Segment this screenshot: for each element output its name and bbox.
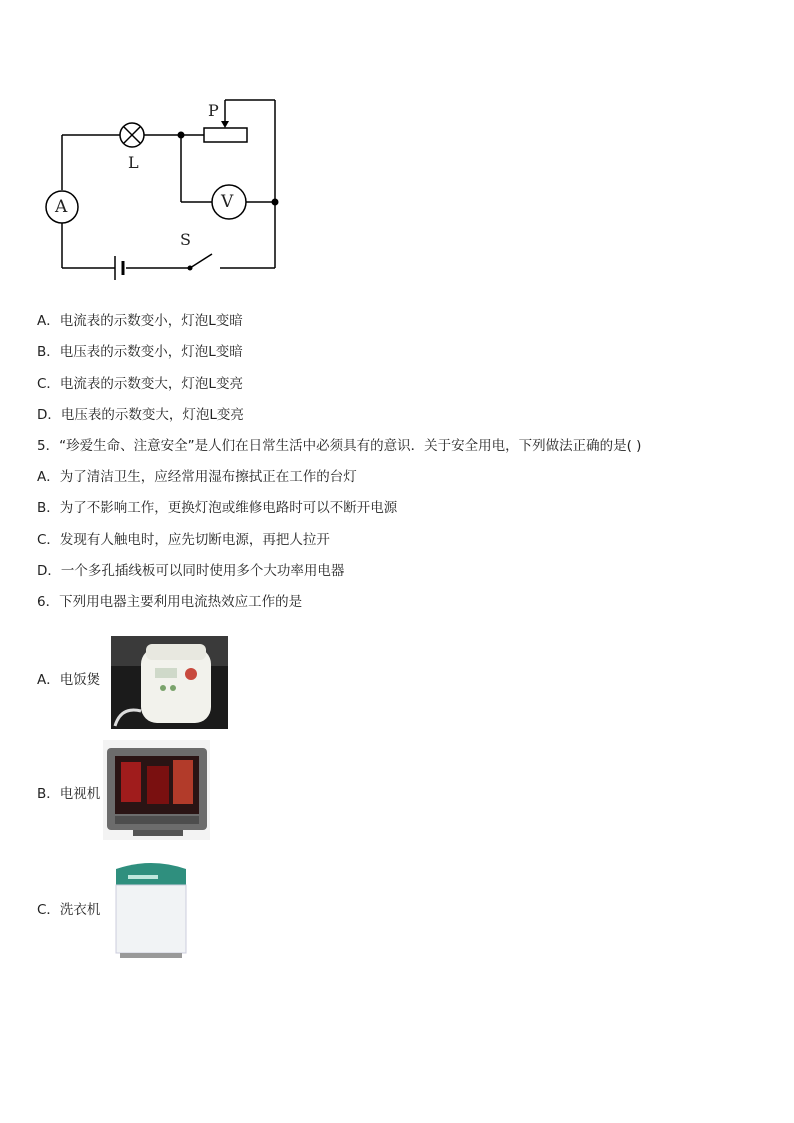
television-image <box>103 740 210 840</box>
label-p: P <box>208 101 219 120</box>
q6-option-b-label: B．电视机 <box>37 786 101 802</box>
q5-option-a: A．为了清洁卫生，应经常用湿布擦拭正在工作的台灯 <box>37 469 357 485</box>
rice-cooker-image <box>111 636 228 729</box>
q5-option-b: B．为了不影响工作，更换灯泡或维修电路时可以不断开电源 <box>37 500 398 516</box>
label-v: V <box>221 192 234 212</box>
q4-option-c: C．电流表的示数变大，灯泡L变亮 <box>37 376 243 392</box>
q6-option-a-label: A．电饭煲 <box>37 672 101 688</box>
q4-option-b: B．电压表的示数变小，灯泡L变暗 <box>37 344 243 360</box>
label-l: L <box>128 153 139 172</box>
q5-option-c: C．发现有人触电时，应先切断电源，再把人拉开 <box>37 532 330 548</box>
circuit-diagram-svg <box>40 90 300 290</box>
q6-stem: 6．下列用电器主要利用电流热效应工作的是 <box>37 594 303 610</box>
q6-option-c-label: C．洗衣机 <box>37 902 101 918</box>
q4-option-d: D．电压表的示数变大，灯泡L变亮 <box>37 407 244 423</box>
label-s: S <box>180 230 191 249</box>
q4-option-a: A．电流表的示数变小，灯泡L变暗 <box>37 313 243 329</box>
q5-stem: 5．“珍爱生命、注意安全”是人们在日常生活中必须具有的意识．关于安全用电，下列做法正确的是( ) <box>37 438 642 454</box>
circuit-diagram <box>40 90 300 290</box>
label-a: A <box>55 197 68 217</box>
washing-machine-image <box>108 857 194 961</box>
q5-option-d: D．一个多孔插线板可以同时使用多个大功率用电器 <box>37 563 345 579</box>
